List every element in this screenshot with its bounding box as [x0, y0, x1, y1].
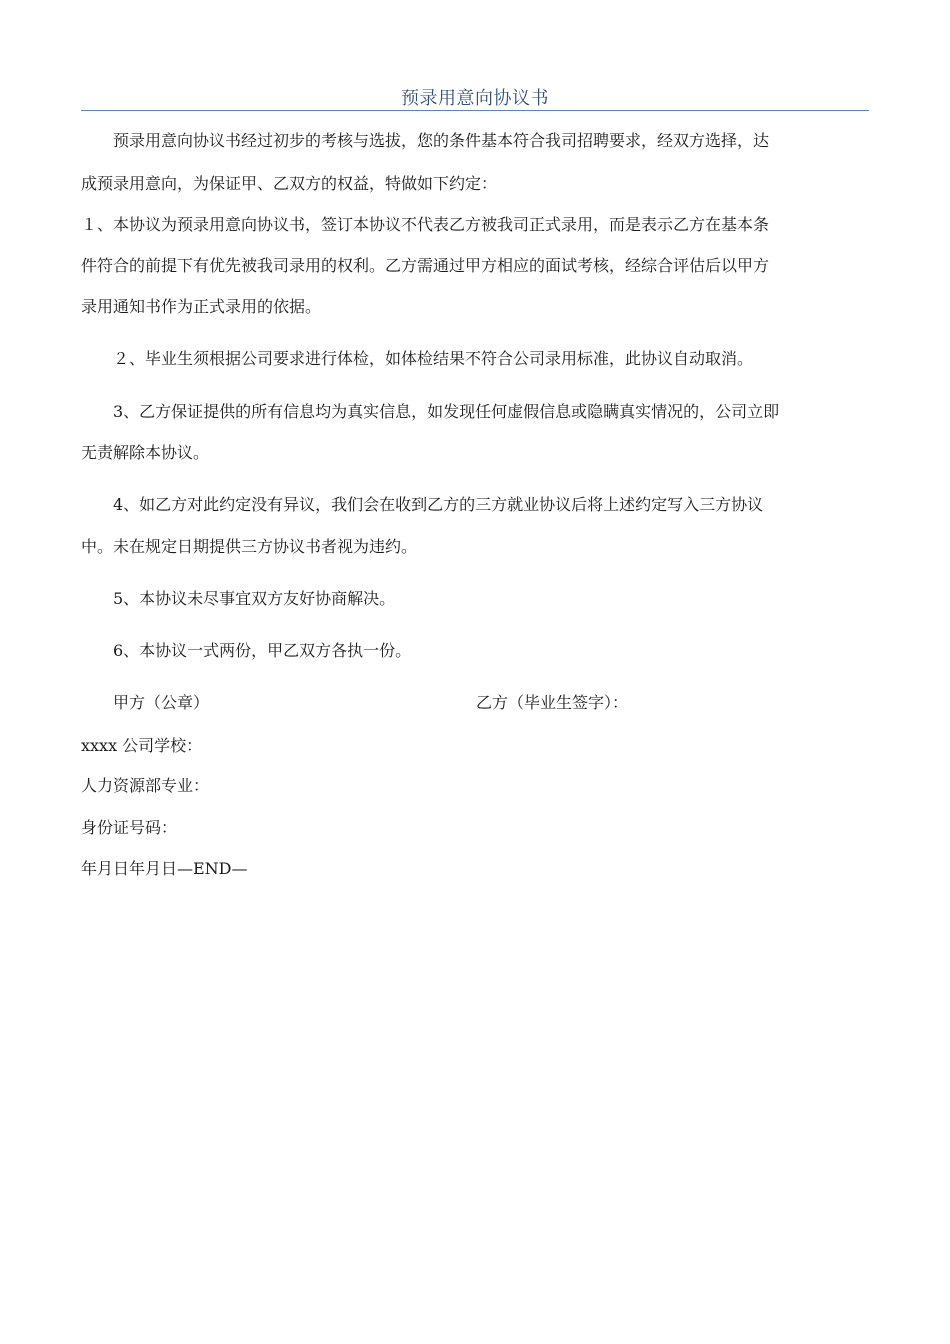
clause6-line: 6、本协议一式两份，甲乙双方各执一份。 [113, 641, 412, 660]
party-b-label: 乙方（毕业生签字）： [476, 693, 629, 712]
intro-line-2: 成预录用意向，为保证甲、乙双方的权益，特做如下约定： [81, 174, 498, 193]
party-a-label: 甲方（公章） [113, 693, 210, 712]
clause1-line-3: 录用通知书作为正式录用的依据。 [81, 297, 322, 316]
clause1-line-1: １、本协议为预录用意向协议书，签订本协议不代表乙方被我司正式录用，而是表示乙方在基本条 [81, 215, 770, 234]
clause4-line-1: 4、如乙方对此约定没有异议，我们会在收到乙方的三方就业协议后将上述约定写入三方协议 [113, 495, 764, 514]
clause2-line: ２、毕业生须根据公司要求进行体检，如体检结果不符合公司录用标准，此协议自动取消。 [113, 349, 754, 368]
clause1-line-2: 件符合的前提下有优先被我司录用的权利。乙方需通过甲方相应的面试考核，经综合评估后以甲方 [81, 256, 770, 275]
clause3-line-1: 3、乙方保证提供的所有信息均为真实信息，如发现任何虚假信息或隐瞒真实情况的，公司立即 [113, 402, 780, 421]
id-number-field: 身份证号码： [81, 818, 178, 837]
hr-major-field: 人力资源部专业： [81, 776, 210, 795]
clause5-line: 5、本协议未尽事宜双方友好协商解决。 [113, 589, 396, 608]
title-bar [81, 78, 869, 111]
clause3-line-2: 无责解除本协议。 [81, 443, 210, 462]
document-page [81, 78, 869, 111]
company-school-field: xxxx 公司学校： [81, 736, 203, 755]
date-end-line: 年月日年月日—END— [81, 859, 248, 878]
clause4-line-2: 中。未在规定日期提供三方协议书者视为违约。 [81, 537, 418, 556]
document-title: 预录用意向协议书 [401, 88, 549, 109]
intro-line-1: 预录用意向协议书经过初步的考核与选拔，您的条件基本符合我司招聘要求，经双方选择，达 [113, 131, 770, 150]
